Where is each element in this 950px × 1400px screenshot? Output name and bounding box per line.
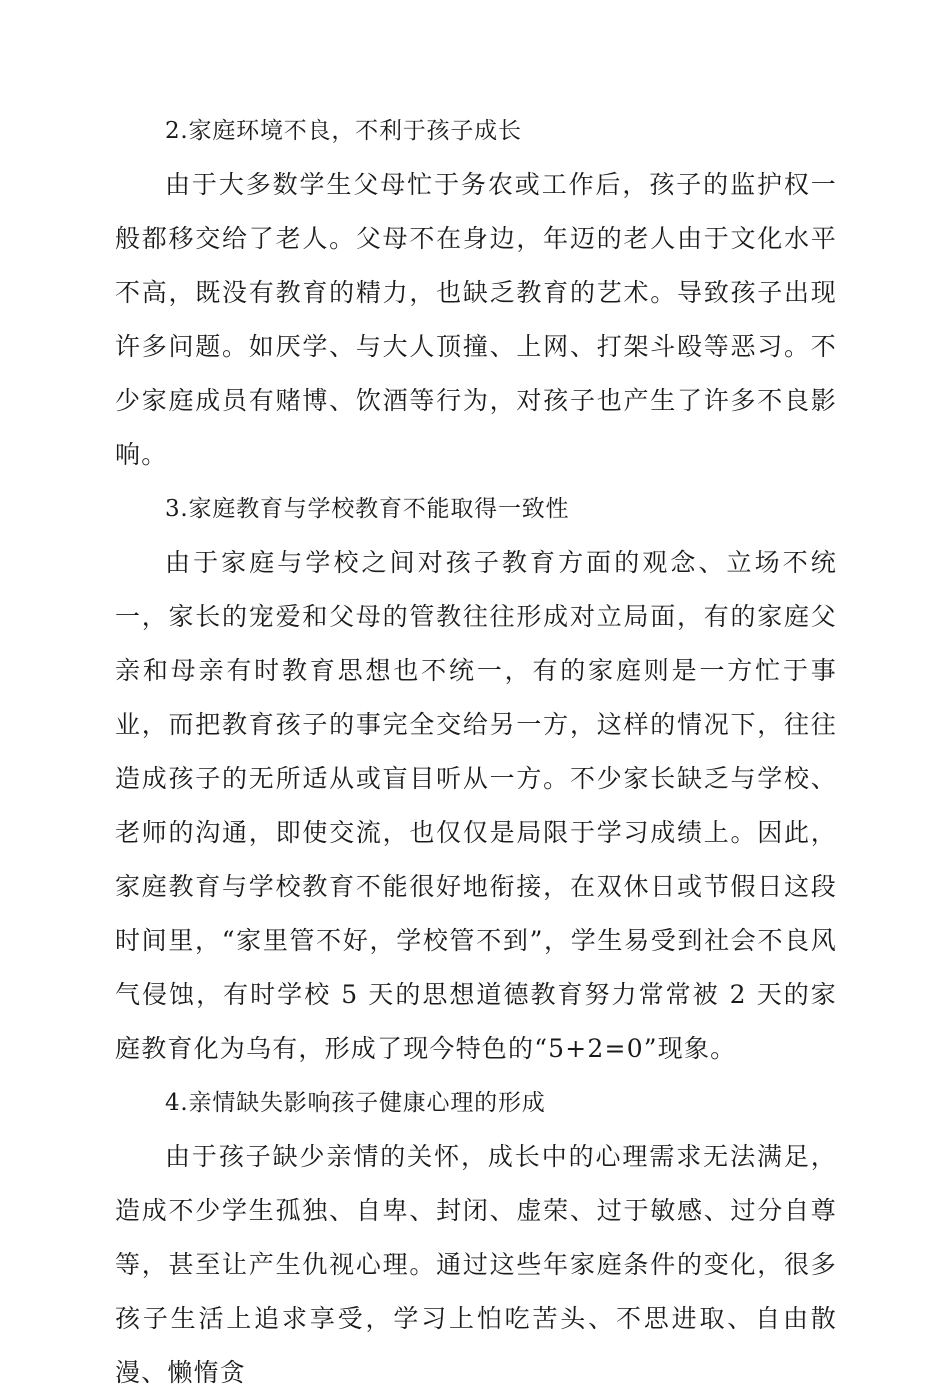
section-heading-3: 3.家庭教育与学校教育不能取得一致性 — [165, 496, 570, 522]
section-heading-4: 4.亲情缺失影响孩子健康心理的形成 — [165, 1090, 546, 1116]
section-body-3: 由于家庭与学校之间对孩子教育方面的观念、立场不统一，家长的宠爱和父母的管教往往形成对立局面，有的家庭父亲和母亲有时教育思想也不统一，有的家庭则是一方忙于事业，而把教育孩子的事完全交给另一方，这样的情况下，往往造成孩子的无所适从或盲目听从一方。不少家长缺乏与学校、老师的沟通，即使交流，也仅仅是局限于学习成绩上。因此，家庭教育与学校教育不能很好地衔接，在双休日或节假日这段时间里，“家里管不好，学校管不到”，学生易受到社会不良风气侵蚀，有时学校 5 天的思想道德教育努力常常被 2 天的家庭教育化为乌有，形成了现今特色的“5+2=0”现象。 — [115, 548, 837, 1063]
section-heading-2: 2.家庭环境不良，不利于孩子成长 — [165, 118, 522, 144]
document-page — [115, 104, 837, 1400]
section-body-2: 由于大多数学生父母忙于务农或工作后，孩子的监护权一般都移交给了老人。父母不在身边，年迈的老人由于文化水平不高，既没有教育的精力，也缺乏教育的艺术。导致孩子出现许多问题。如厌学、与大人顶撞、上网、打架斗殴等恶习。不少家庭成员有赌博、饮酒等行为，对孩子也产生了许多不良影响。 — [115, 170, 837, 469]
section-body-4: 由于孩子缺少亲情的关怀，成长中的心理需求无法满足，造成不少学生孤独、自卑、封闭、虚荣、过于敏感、过分自尊等，甚至让产生仇视心理。通过这些年家庭条件的变化，很多孩子生活上追求享受，学习上怕吃苦头、不思进取、自由散漫、懒惰贪 — [115, 1142, 837, 1387]
